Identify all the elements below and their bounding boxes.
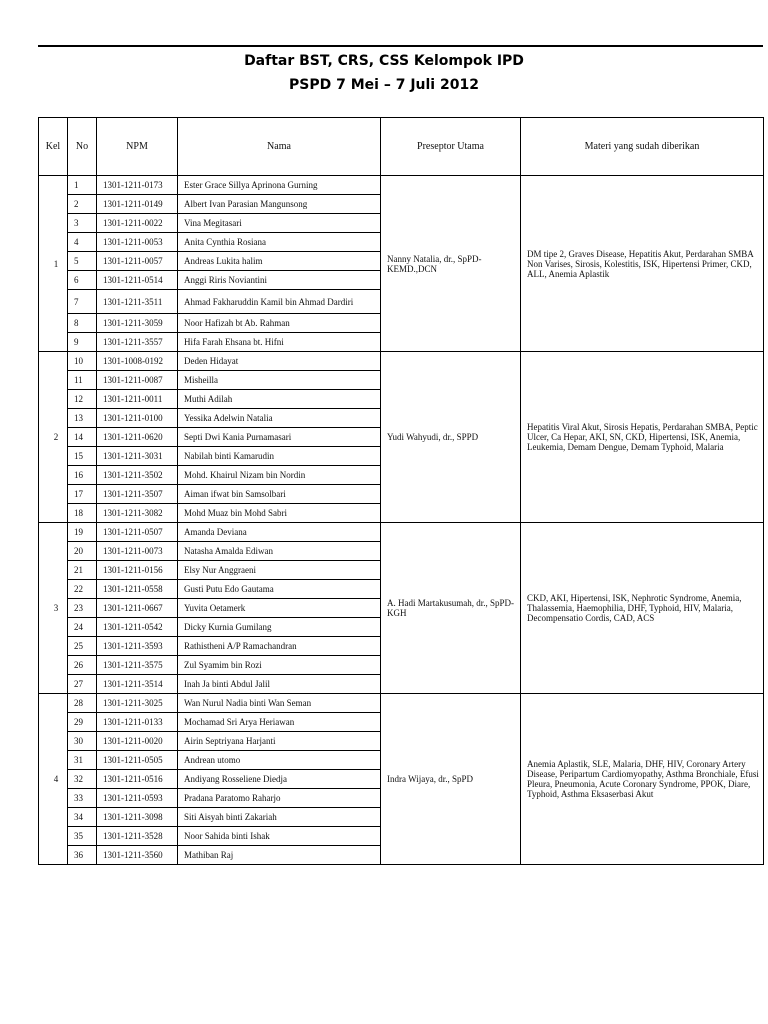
name-cell: Elsy Nur Anggraeni — [178, 561, 381, 580]
row-number: 22 — [68, 580, 97, 599]
document-title: Daftar BST, CRS, CSS Kelompok IPD — [244, 53, 524, 69]
row-number: 28 — [68, 694, 97, 713]
header-preseptor: Preseptor Utama — [381, 118, 521, 176]
row-number: 21 — [68, 561, 97, 580]
header-no: No — [68, 118, 97, 176]
npm-cell: 1301-1211-0593 — [97, 789, 178, 808]
row-number: 20 — [68, 542, 97, 561]
row-number: 16 — [68, 466, 97, 485]
row-number: 23 — [68, 599, 97, 618]
name-cell: Mohd Muaz bin Mohd Sabri — [178, 504, 381, 523]
row-number: 30 — [68, 732, 97, 751]
npm-cell: 1301-1211-3031 — [97, 447, 178, 466]
npm-cell: 1301-1211-3511 — [97, 290, 178, 314]
name-cell: Vina Megitasari — [178, 214, 381, 233]
table-body — [39, 176, 764, 865]
npm-cell: 1301-1211-3514 — [97, 675, 178, 694]
row-number: 10 — [68, 352, 97, 371]
name-cell: Zul Syamim bin Rozi — [178, 656, 381, 675]
table-row — [39, 694, 764, 713]
name-cell: Natasha Amalda Ediwan — [178, 542, 381, 561]
npm-cell: 1301-1211-0022 — [97, 214, 178, 233]
name-cell: Deden Hidayat — [178, 352, 381, 371]
preceptor-cell: Indra Wijaya, dr., SpPD — [381, 694, 521, 865]
npm-cell: 1301-1211-0505 — [97, 751, 178, 770]
row-number: 32 — [68, 770, 97, 789]
name-cell: Noor Sahida binti Ishak — [178, 827, 381, 846]
name-cell: Nabilah binti Kamarudin — [178, 447, 381, 466]
npm-cell: 1301-1211-3025 — [97, 694, 178, 713]
name-cell: Pradana Paratomo Raharjo — [178, 789, 381, 808]
table-row — [39, 352, 764, 371]
npm-cell: 1301-1211-3528 — [97, 827, 178, 846]
table-header-row — [39, 118, 764, 176]
row-number: 26 — [68, 656, 97, 675]
materials-cell: Anemia Aplastik, SLE, Malaria, DHF, HIV, Coronary Artery Disease, Peripartum Cardiomyopathy, Asthma Bronchiale, Efusi Pleura, Pneumonia, Acute Coronary Syndrome, PPOK, Diare, Typhoid, Asthma Eksaserbasi Akut — [521, 694, 764, 865]
npm-cell: 1301-1211-0073 — [97, 542, 178, 561]
name-cell: Airin Septriyana Harjanti — [178, 732, 381, 751]
row-number: 5 — [68, 252, 97, 271]
row-number: 36 — [68, 846, 97, 865]
row-number: 14 — [68, 428, 97, 447]
row-number: 6 — [68, 271, 97, 290]
row-number: 8 — [68, 314, 97, 333]
row-number: 1 — [68, 176, 97, 195]
name-cell: Andiyang Rosseliene Diedja — [178, 770, 381, 789]
npm-cell: 1301-1211-0053 — [97, 233, 178, 252]
table-row — [39, 523, 764, 542]
npm-cell: 1301-1211-0133 — [97, 713, 178, 732]
name-cell: Hifa Farah Ehsana bt. Hifni — [178, 333, 381, 352]
npm-cell: 1301-1211-0514 — [97, 271, 178, 290]
npm-cell: 1301-1211-0100 — [97, 409, 178, 428]
table-row — [39, 176, 764, 195]
npm-cell: 1301-1211-3502 — [97, 466, 178, 485]
name-cell: Mohd. Khairul Nizam bin Nordin — [178, 466, 381, 485]
npm-cell: 1301-1211-0516 — [97, 770, 178, 789]
materials-cell: CKD, AKI, Hipertensi, ISK, Nephrotic Syndrome, Anemia, Thalassemia, Haemophilia, DHF, Typhoid, HIV, Malaria, Decompensatio Cordis, CAD, ACS — [521, 523, 764, 694]
group-number: 4 — [39, 694, 68, 865]
name-cell: Dicky Kurnia Gumilang — [178, 618, 381, 637]
name-cell: Wan Nurul Nadia binti Wan Seman — [178, 694, 381, 713]
row-number: 31 — [68, 751, 97, 770]
npm-cell: 1301-1211-3557 — [97, 333, 178, 352]
npm-cell: 1301-1008-0192 — [97, 352, 178, 371]
preceptor-cell: A. Hadi Martakusumah, dr., SpPD-KGH — [381, 523, 521, 694]
npm-cell: 1301-1211-3560 — [97, 846, 178, 865]
npm-cell: 1301-1211-3507 — [97, 485, 178, 504]
npm-cell: 1301-1211-0149 — [97, 195, 178, 214]
row-number: 3 — [68, 214, 97, 233]
row-number: 24 — [68, 618, 97, 637]
name-cell: Albert Ivan Parasian Mangunsong — [178, 195, 381, 214]
npm-cell: 1301-1211-0020 — [97, 732, 178, 751]
npm-cell: 1301-1211-0667 — [97, 599, 178, 618]
row-number: 7 — [68, 290, 97, 314]
group-table — [38, 117, 764, 865]
materials-cell: DM tipe 2, Graves Disease, Hepatitis Akut, Perdarahan SMBA Non Varises, Sirosis, Kolestitis, ISK, Hipertensi Primer, CKD, ALL, Anemia Aplastik — [521, 176, 764, 352]
header-kel: Kel — [39, 118, 68, 176]
npm-cell: 1301-1211-0011 — [97, 390, 178, 409]
row-number: 25 — [68, 637, 97, 656]
name-cell: Andrean utomo — [178, 751, 381, 770]
name-cell: Ester Grace Sillya Aprinona Gurning — [178, 176, 381, 195]
row-number: 9 — [68, 333, 97, 352]
npm-cell: 1301-1211-0087 — [97, 371, 178, 390]
name-cell: Ahmad Fakharuddin Kamil bin Ahmad Dardiri — [178, 290, 381, 314]
name-cell: Anita Cynthia Rosiana — [178, 233, 381, 252]
row-number: 4 — [68, 233, 97, 252]
npm-cell: 1301-1211-0558 — [97, 580, 178, 599]
preceptor-cell: Yudi Wahyudi, dr., SPPD — [381, 352, 521, 523]
group-number: 2 — [39, 352, 68, 523]
name-cell: Yuvita Oetamerk — [178, 599, 381, 618]
header-rule — [38, 45, 763, 47]
npm-cell: 1301-1211-0542 — [97, 618, 178, 637]
row-number: 19 — [68, 523, 97, 542]
row-number: 17 — [68, 485, 97, 504]
row-number: 33 — [68, 789, 97, 808]
name-cell: Septi Dwi Kania Purnamasari — [178, 428, 381, 447]
header-materi: Materi yang sudah diberikan — [521, 118, 764, 176]
npm-cell: 1301-1211-3059 — [97, 314, 178, 333]
header-nama: Nama — [178, 118, 381, 176]
row-number: 18 — [68, 504, 97, 523]
name-cell: Aiman ifwat bin Samsolbari — [178, 485, 381, 504]
name-cell: Misheilla — [178, 371, 381, 390]
row-number: 29 — [68, 713, 97, 732]
row-number: 34 — [68, 808, 97, 827]
document-subtitle: PSPD 7 Mei – 7 Juli 2012 — [289, 77, 479, 93]
name-cell: Mathiban Raj — [178, 846, 381, 865]
group-number: 3 — [39, 523, 68, 694]
group-number: 1 — [39, 176, 68, 352]
name-cell: Siti Aisyah binti Zakariah — [178, 808, 381, 827]
name-cell: Amanda Deviana — [178, 523, 381, 542]
name-cell: Andreas Lukita halim — [178, 252, 381, 271]
npm-cell: 1301-1211-3575 — [97, 656, 178, 675]
npm-cell: 1301-1211-3098 — [97, 808, 178, 827]
name-cell: Rathistheni A/P Ramachandran — [178, 637, 381, 656]
row-number: 13 — [68, 409, 97, 428]
npm-cell: 1301-1211-0173 — [97, 176, 178, 195]
row-number: 35 — [68, 827, 97, 846]
name-cell: Mochamad Sri Arya Heriawan — [178, 713, 381, 732]
npm-cell: 1301-1211-0156 — [97, 561, 178, 580]
npm-cell: 1301-1211-0057 — [97, 252, 178, 271]
name-cell: Yessika Adelwin Natalia — [178, 409, 381, 428]
materials-cell: Hepatitis Viral Akut, Sirosis Hepatis, Perdarahan SMBA, Peptic Ulcer, Ca Hepar, AKI, SN, CKD, Hipertensi, ISK, Anemia, Leukemia, Demam Dengue, Demam Typhoid, Malaria — [521, 352, 764, 523]
row-number: 27 — [68, 675, 97, 694]
npm-cell: 1301-1211-0507 — [97, 523, 178, 542]
name-cell: Gusti Putu Edo Gautama — [178, 580, 381, 599]
preceptor-cell: Nanny Natalia, dr., SpPD-KEMD.,DCN — [381, 176, 521, 352]
npm-cell: 1301-1211-3593 — [97, 637, 178, 656]
name-cell: Muthi Adilah — [178, 390, 381, 409]
name-cell: Noor Hafizah bt Ab. Rahman — [178, 314, 381, 333]
row-number: 15 — [68, 447, 97, 466]
header-npm: NPM — [97, 118, 178, 176]
npm-cell: 1301-1211-3082 — [97, 504, 178, 523]
npm-cell: 1301-1211-0620 — [97, 428, 178, 447]
row-number: 11 — [68, 371, 97, 390]
row-number: 12 — [68, 390, 97, 409]
row-number: 2 — [68, 195, 97, 214]
name-cell: Inah Ja binti Abdul Jalil — [178, 675, 381, 694]
name-cell: Anggi Riris Noviantini — [178, 271, 381, 290]
